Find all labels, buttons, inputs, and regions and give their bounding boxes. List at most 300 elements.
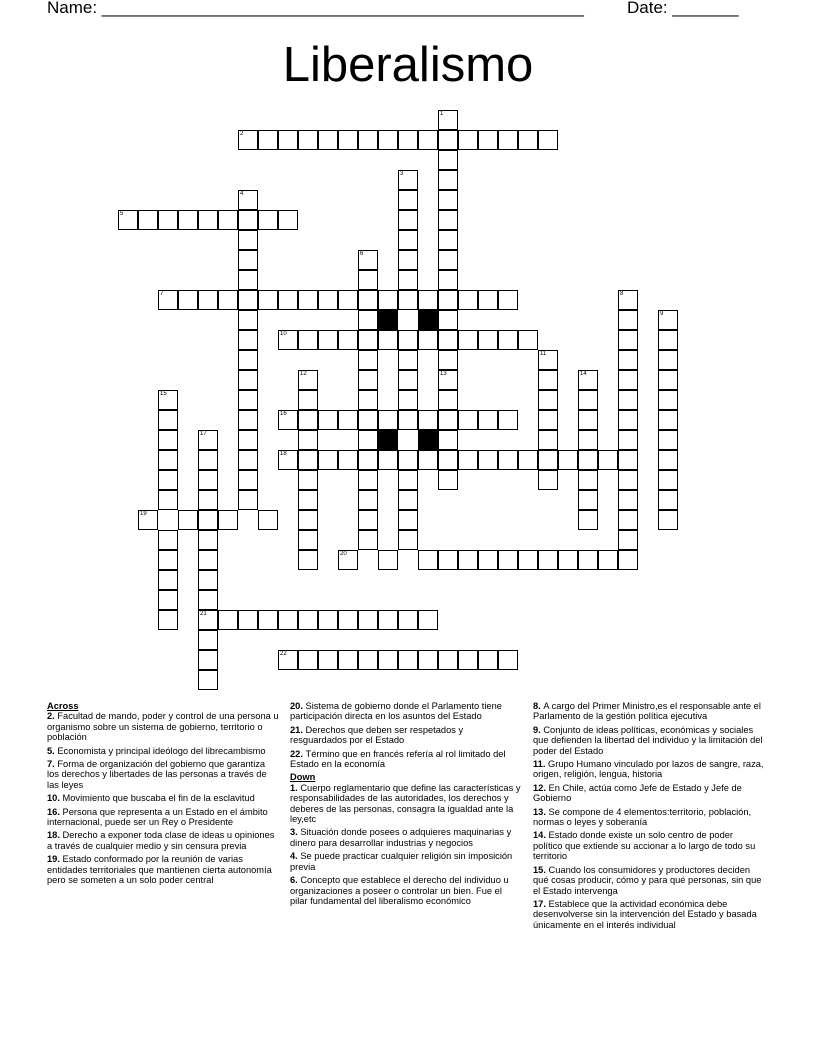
crossword-cell[interactable] xyxy=(318,410,338,430)
crossword-cell[interactable] xyxy=(338,610,358,630)
crossword-cell[interactable] xyxy=(618,410,638,430)
across-clue xyxy=(47,746,279,756)
crossword-cell[interactable] xyxy=(158,490,178,510)
crossword-cell[interactable] xyxy=(398,510,418,530)
down-heading: Down xyxy=(290,772,316,783)
crossword-cell[interactable] xyxy=(198,430,218,450)
crossword-cell[interactable] xyxy=(398,190,418,210)
crossword-cell[interactable] xyxy=(518,130,538,150)
clue-text: Persona que representa a un Estado en el ámbito internacional, puede ser un Rey o Presidente xyxy=(47,806,268,828)
crossword-cell[interactable] xyxy=(198,550,218,570)
crossword-cell[interactable] xyxy=(478,330,498,350)
clue-number-label: 13. xyxy=(533,806,549,817)
crossword-cell[interactable] xyxy=(158,610,178,630)
clue-number-label: 14. xyxy=(533,830,549,841)
crossword-cell[interactable] xyxy=(318,330,338,350)
crossword-cell[interactable] xyxy=(198,570,218,590)
crossword-cell[interactable] xyxy=(398,130,418,150)
crossword-cell[interactable] xyxy=(558,450,578,470)
clue-number: 16 xyxy=(280,411,287,417)
clue-number-label: 19. xyxy=(47,854,63,865)
crossword-cell[interactable] xyxy=(358,350,378,370)
crossword-cell[interactable] xyxy=(478,290,498,310)
crossword-cell[interactable] xyxy=(438,350,458,370)
crossword-cell[interactable] xyxy=(398,350,418,370)
crossword-cell[interactable] xyxy=(298,430,318,450)
clue-text: Forma de organización del gobierno que garantiza los derechos y libertades de las personas a través de las leyes xyxy=(47,759,267,790)
crossword-cell[interactable] xyxy=(338,550,358,570)
crossword-cell[interactable] xyxy=(358,450,378,470)
crossword-cell[interactable] xyxy=(618,510,638,530)
crossword-cell[interactable] xyxy=(238,450,258,470)
crossword-cell[interactable] xyxy=(398,330,418,350)
crossword-cell[interactable] xyxy=(398,270,418,290)
clue-text: Término que en francés refería al rol limitado del Estado en la economía xyxy=(290,748,506,770)
crossword-cell[interactable] xyxy=(198,510,218,530)
crossword-cell[interactable] xyxy=(398,490,418,510)
crossword-cell[interactable] xyxy=(138,210,158,230)
crossword-cell[interactable] xyxy=(178,510,198,530)
crossword-cell[interactable] xyxy=(458,450,478,470)
crossword-cell[interactable] xyxy=(158,450,178,470)
crossword-cell[interactable] xyxy=(298,650,318,670)
crossword-cell[interactable] xyxy=(438,230,458,250)
down-clue xyxy=(533,783,765,804)
clue-text: En Chile, actúa como Jefe de Estado y Jefe de Gobierno xyxy=(533,782,742,804)
crossword-cell[interactable] xyxy=(458,650,478,670)
crossword-cell[interactable] xyxy=(398,390,418,410)
clue-text: Conjunto de ideas políticas, económicas y sociales que defienden la libertad del individuo y la limitación del poder del Estado xyxy=(533,724,763,756)
clue-number: 6 xyxy=(360,251,364,257)
crossword-cell[interactable] xyxy=(438,270,458,290)
crossword-cell[interactable] xyxy=(298,610,318,630)
crossword-cell[interactable] xyxy=(358,470,378,490)
down-clue xyxy=(533,701,765,722)
crossword-cell[interactable] xyxy=(358,650,378,670)
crossword-cell[interactable] xyxy=(538,130,558,150)
clue-number-label: 16. xyxy=(47,806,63,817)
crossword-cell[interactable] xyxy=(238,430,258,450)
crossword-cell[interactable] xyxy=(318,650,338,670)
crossword-cell[interactable] xyxy=(398,410,418,430)
clue-number: 7 xyxy=(160,291,164,297)
crossword-cell[interactable] xyxy=(438,430,458,450)
crossword-cell[interactable] xyxy=(238,370,258,390)
crossword-cell[interactable] xyxy=(238,610,258,630)
crossword-cell[interactable] xyxy=(538,470,558,490)
crossword-cell[interactable] xyxy=(338,330,358,350)
crossword-cell[interactable] xyxy=(518,450,538,470)
crossword-cell[interactable] xyxy=(378,650,398,670)
crossword-cell[interactable] xyxy=(438,290,458,310)
crossword-cell[interactable] xyxy=(238,390,258,410)
crossword-cell[interactable] xyxy=(298,450,318,470)
crossword-cell[interactable] xyxy=(298,470,318,490)
crossword-cell[interactable] xyxy=(298,330,318,350)
crossword-cell[interactable] xyxy=(298,370,318,390)
crossword-cell[interactable] xyxy=(398,610,418,630)
crossword-cell[interactable] xyxy=(478,130,498,150)
crossword-cell[interactable] xyxy=(358,530,378,550)
clue-number: 19 xyxy=(140,511,147,517)
clues-column-3 xyxy=(533,701,765,933)
crossword-cell[interactable] xyxy=(358,410,378,430)
crossword-cell[interactable] xyxy=(618,430,638,450)
crossword-cell[interactable] xyxy=(358,330,378,350)
crossword-cell[interactable] xyxy=(298,490,318,510)
crossword-cell[interactable] xyxy=(198,450,218,470)
crossword-cell[interactable] xyxy=(578,430,598,450)
crossword-cell[interactable] xyxy=(258,610,278,630)
crossword-cell[interactable] xyxy=(518,330,538,350)
clue-number-label: 9. xyxy=(533,724,544,735)
crossword-cell[interactable] xyxy=(538,410,558,430)
crossword-cell[interactable] xyxy=(438,110,458,130)
crossword-cell[interactable] xyxy=(238,410,258,430)
clue-text: Movimiento que buscaba el fin de la esclavitud xyxy=(62,793,255,804)
crossword-cell[interactable] xyxy=(378,410,398,430)
crossword-cell[interactable] xyxy=(278,330,298,350)
across-clue xyxy=(47,807,279,828)
clue-number-label: 21. xyxy=(290,724,306,735)
crossword-cell[interactable] xyxy=(378,450,398,470)
crossword-cell[interactable] xyxy=(438,410,458,430)
crossword-cell[interactable] xyxy=(438,330,458,350)
crossword-cell[interactable] xyxy=(658,310,678,330)
crossword-cell[interactable] xyxy=(398,470,418,490)
crossword-cell[interactable] xyxy=(538,350,558,370)
clue-number-label: 7. xyxy=(47,759,58,770)
name-field-label: Name: ___________________________________________________ xyxy=(47,0,584,17)
crossword-cell[interactable] xyxy=(118,210,138,230)
crossword-cell[interactable] xyxy=(378,550,398,570)
crossword-cell[interactable] xyxy=(218,510,238,530)
across-clue xyxy=(47,793,279,803)
crossword-cell[interactable] xyxy=(658,490,678,510)
crossword-cell[interactable] xyxy=(258,210,278,230)
crossword-cell[interactable] xyxy=(398,170,418,190)
crossword-cell[interactable] xyxy=(158,290,178,310)
clue-number: 20 xyxy=(340,551,347,557)
crossword-cell[interactable] xyxy=(278,290,298,310)
crossword-cell[interactable] xyxy=(618,330,638,350)
crossword-cell[interactable] xyxy=(398,650,418,670)
crossword-cell[interactable] xyxy=(478,650,498,670)
crossword-cell[interactable] xyxy=(578,370,598,390)
crossword-cell[interactable] xyxy=(358,250,378,270)
crossword-cell[interactable] xyxy=(298,410,318,430)
crossword-cell[interactable] xyxy=(618,550,638,570)
crossword-cell[interactable] xyxy=(198,630,218,650)
crossword-cell[interactable] xyxy=(658,410,678,430)
crossword-cell[interactable] xyxy=(378,130,398,150)
crossword-cell[interactable] xyxy=(538,550,558,570)
crossword-cell[interactable] xyxy=(358,270,378,290)
crossword-cell[interactable] xyxy=(578,550,598,570)
crossword-cell[interactable] xyxy=(318,130,338,150)
crossword-cell[interactable] xyxy=(598,450,618,470)
crossword-cell[interactable] xyxy=(278,650,298,670)
crossword-cell[interactable] xyxy=(338,450,358,470)
crossword-cell[interactable] xyxy=(318,610,338,630)
crossword-cell[interactable] xyxy=(278,410,298,430)
crossword-cell[interactable] xyxy=(478,550,498,570)
crossword-cell[interactable] xyxy=(258,510,278,530)
down-clue xyxy=(533,725,765,756)
clue-number-label: 22. xyxy=(290,748,306,759)
crossword-cell[interactable] xyxy=(658,510,678,530)
crossword-cell[interactable] xyxy=(658,370,678,390)
crossword-cell[interactable] xyxy=(238,190,258,210)
crossword-cell[interactable] xyxy=(338,130,358,150)
crossword-cell[interactable] xyxy=(158,390,178,410)
crossword-cell[interactable] xyxy=(238,490,258,510)
crossword-cell[interactable] xyxy=(318,450,338,470)
crossword-cell[interactable] xyxy=(238,250,258,270)
crossword-cell[interactable] xyxy=(238,330,258,350)
clue-number: 4 xyxy=(240,191,244,197)
down-clue xyxy=(533,899,765,930)
crossword-cell[interactable] xyxy=(198,210,218,230)
crossword-cell[interactable] xyxy=(438,190,458,210)
crossword-cell[interactable] xyxy=(498,410,518,430)
clue-number: 5 xyxy=(120,211,124,217)
crossword-cell[interactable] xyxy=(398,230,418,250)
crossword-cell[interactable] xyxy=(378,610,398,630)
crossword-cell[interactable] xyxy=(198,670,218,690)
down-clue xyxy=(290,783,522,825)
crossword-cell[interactable] xyxy=(358,490,378,510)
crossword-cell[interactable] xyxy=(418,610,438,630)
crossword-cell[interactable] xyxy=(578,470,598,490)
crossword-cell[interactable] xyxy=(438,470,458,490)
crossword-cell[interactable] xyxy=(358,370,378,390)
crossword-cell[interactable] xyxy=(298,390,318,410)
crossword-cell[interactable] xyxy=(478,450,498,470)
crossword-cell[interactable] xyxy=(518,550,538,570)
crossword-cell[interactable] xyxy=(338,290,358,310)
crossword-cell[interactable] xyxy=(238,130,258,150)
blocked-cell xyxy=(418,310,438,330)
crossword-cell[interactable] xyxy=(198,290,218,310)
crossword-cell[interactable] xyxy=(618,390,638,410)
crossword-cell[interactable] xyxy=(618,490,638,510)
crossword-cell[interactable] xyxy=(438,210,458,230)
crossword-cell[interactable] xyxy=(258,130,278,150)
crossword-cell[interactable] xyxy=(578,450,598,470)
down-clue xyxy=(533,759,765,780)
crossword-cell[interactable] xyxy=(238,290,258,310)
clue-text: Se puede practicar cualquier religión sin imposición previa xyxy=(290,851,513,872)
crossword-cell[interactable] xyxy=(278,610,298,630)
crossword-cell[interactable] xyxy=(418,290,438,310)
clue-number: 22 xyxy=(280,651,287,657)
crossword-cell[interactable] xyxy=(618,470,638,490)
crossword-cell[interactable] xyxy=(158,530,178,550)
crossword-cell[interactable] xyxy=(178,210,198,230)
crossword-cell[interactable] xyxy=(418,330,438,350)
crossword-cell[interactable] xyxy=(578,410,598,430)
crossword-cell[interactable] xyxy=(658,390,678,410)
crossword-cell[interactable] xyxy=(578,490,598,510)
crossword-cell[interactable] xyxy=(398,370,418,390)
crossword-cell[interactable] xyxy=(498,330,518,350)
page-title: Liberalismo xyxy=(282,38,534,92)
crossword-cell[interactable] xyxy=(378,330,398,350)
crossword-cell[interactable] xyxy=(298,130,318,150)
crossword-cell[interactable] xyxy=(658,470,678,490)
crossword-cell[interactable] xyxy=(458,550,478,570)
crossword-cell[interactable] xyxy=(358,510,378,530)
clue-number-label: 4. xyxy=(290,851,301,862)
crossword-cell[interactable] xyxy=(238,270,258,290)
crossword-cell[interactable] xyxy=(438,370,458,390)
crossword-cell[interactable] xyxy=(158,470,178,490)
crossword-cell[interactable] xyxy=(438,450,458,470)
crossword-cell[interactable] xyxy=(398,530,418,550)
crossword-cell[interactable] xyxy=(598,550,618,570)
clue-number-label: 18. xyxy=(47,830,63,841)
crossword-cell[interactable] xyxy=(218,290,238,310)
crossword-cell[interactable] xyxy=(498,130,518,150)
crossword-cell[interactable] xyxy=(458,130,478,150)
crossword-cell[interactable] xyxy=(338,410,358,430)
crossword-cell[interactable] xyxy=(618,530,638,550)
crossword-cell[interactable] xyxy=(538,390,558,410)
crossword-cell[interactable] xyxy=(358,310,378,330)
crossword-cell[interactable] xyxy=(438,310,458,330)
across-clue xyxy=(47,830,279,851)
crossword-cell[interactable] xyxy=(298,550,318,570)
clue-number: 9 xyxy=(660,311,664,317)
crossword-cell[interactable] xyxy=(418,450,438,470)
crossword-cell[interactable] xyxy=(278,130,298,150)
crossword-cell[interactable] xyxy=(158,410,178,430)
crossword-cell[interactable] xyxy=(198,610,218,630)
clue-number-label: 20. xyxy=(290,701,306,711)
crossword-cell[interactable] xyxy=(138,510,158,530)
crossword-cell[interactable] xyxy=(438,170,458,190)
crossword-cell[interactable] xyxy=(218,210,238,230)
crossword-cell[interactable] xyxy=(438,250,458,270)
clue-text: Se compone de 4 elementos:territorio, población, normas o leyes y soberanía xyxy=(533,806,752,828)
crossword-cell[interactable] xyxy=(198,490,218,510)
crossword-cell[interactable] xyxy=(198,590,218,610)
crossword-cell[interactable] xyxy=(358,290,378,310)
crossword-cell[interactable] xyxy=(158,590,178,610)
crossword-cell[interactable] xyxy=(618,350,638,370)
crossword-cell[interactable] xyxy=(158,210,178,230)
crossword-cell[interactable] xyxy=(398,450,418,470)
crossword-cell[interactable] xyxy=(398,210,418,230)
crossword-cell[interactable] xyxy=(538,430,558,450)
crossword-cell[interactable] xyxy=(298,530,318,550)
down-clue xyxy=(290,851,522,872)
crossword-cell[interactable] xyxy=(538,370,558,390)
down-clue xyxy=(290,875,522,906)
crossword-cell[interactable] xyxy=(258,290,278,310)
crossword-cell[interactable] xyxy=(438,650,458,670)
crossword-cell[interactable] xyxy=(418,650,438,670)
crossword-cell[interactable] xyxy=(338,650,358,670)
crossword-cell[interactable] xyxy=(218,610,238,630)
crossword-cell[interactable] xyxy=(158,550,178,570)
crossword-cell[interactable] xyxy=(658,350,678,370)
crossword-cell[interactable] xyxy=(318,290,338,310)
crossword-cell[interactable] xyxy=(538,450,558,470)
clue-number: 8 xyxy=(620,291,624,297)
crossword-cell[interactable] xyxy=(658,450,678,470)
crossword-cell[interactable] xyxy=(158,430,178,450)
clue-text: Estado donde existe un solo centro de poder político que extiende su accionar a lo largo de todo su territorio xyxy=(533,830,756,862)
clues-column-2 xyxy=(290,701,522,909)
crossword-cell[interactable] xyxy=(438,550,458,570)
crossword-cell[interactable] xyxy=(378,290,398,310)
crossword-cell[interactable] xyxy=(238,230,258,250)
crossword-cell[interactable] xyxy=(618,450,638,470)
clue-number: 21 xyxy=(200,611,207,617)
crossword-cell[interactable] xyxy=(278,450,298,470)
crossword-cell[interactable] xyxy=(658,330,678,350)
crossword-cell[interactable] xyxy=(498,290,518,310)
crossword-cell[interactable] xyxy=(578,390,598,410)
crossword-cell[interactable] xyxy=(618,310,638,330)
crossword-cell[interactable] xyxy=(358,390,378,410)
crossword-cell[interactable] xyxy=(358,430,378,450)
crossword-cell[interactable] xyxy=(458,330,478,350)
crossword-cell[interactable] xyxy=(558,550,578,570)
crossword-cell[interactable] xyxy=(198,470,218,490)
crossword-cell[interactable] xyxy=(478,410,498,430)
crossword-cell[interactable] xyxy=(198,530,218,550)
crossword-cell[interactable] xyxy=(418,410,438,430)
crossword-cell[interactable] xyxy=(418,130,438,150)
crossword-cell[interactable] xyxy=(458,290,478,310)
crossword-cell[interactable] xyxy=(298,510,318,530)
crossword-cell[interactable] xyxy=(238,210,258,230)
crossword-cell[interactable] xyxy=(358,130,378,150)
crossword-cell[interactable] xyxy=(238,470,258,490)
crossword-cell[interactable] xyxy=(438,390,458,410)
crossword-cell[interactable] xyxy=(178,290,198,310)
clue-number-label: 5. xyxy=(47,745,58,756)
crossword-cell[interactable] xyxy=(278,210,298,230)
crossword-cell[interactable] xyxy=(498,450,518,470)
crossword-cell[interactable] xyxy=(618,290,638,310)
clue-number: 11 xyxy=(540,351,547,357)
clue-text: Concepto que establece el derecho del individuo u organizaciones a poseer o controlar un bien. Fue el pilar fundamental del liberalismo económico xyxy=(290,875,509,906)
crossword-cell[interactable] xyxy=(358,610,378,630)
clue-number: 18 xyxy=(280,451,287,457)
crossword-cell[interactable] xyxy=(398,290,418,310)
crossword-cell[interactable] xyxy=(578,510,598,530)
crossword-cell[interactable] xyxy=(498,550,518,570)
crossword-cell[interactable] xyxy=(658,430,678,450)
crossword-cell[interactable] xyxy=(398,250,418,270)
crossword-cell[interactable] xyxy=(618,370,638,390)
crossword-cell[interactable] xyxy=(418,550,438,570)
crossword-cell[interactable] xyxy=(498,650,518,670)
crossword-cell[interactable] xyxy=(238,350,258,370)
crossword-cell[interactable] xyxy=(198,650,218,670)
crossword-cell[interactable] xyxy=(238,310,258,330)
crossword-cell[interactable] xyxy=(438,130,458,150)
clue-number-label: 11. xyxy=(533,759,548,770)
crossword-cell[interactable] xyxy=(158,570,178,590)
crossword-cell[interactable] xyxy=(298,290,318,310)
crossword-cell[interactable] xyxy=(438,150,458,170)
crossword-cell[interactable] xyxy=(458,410,478,430)
